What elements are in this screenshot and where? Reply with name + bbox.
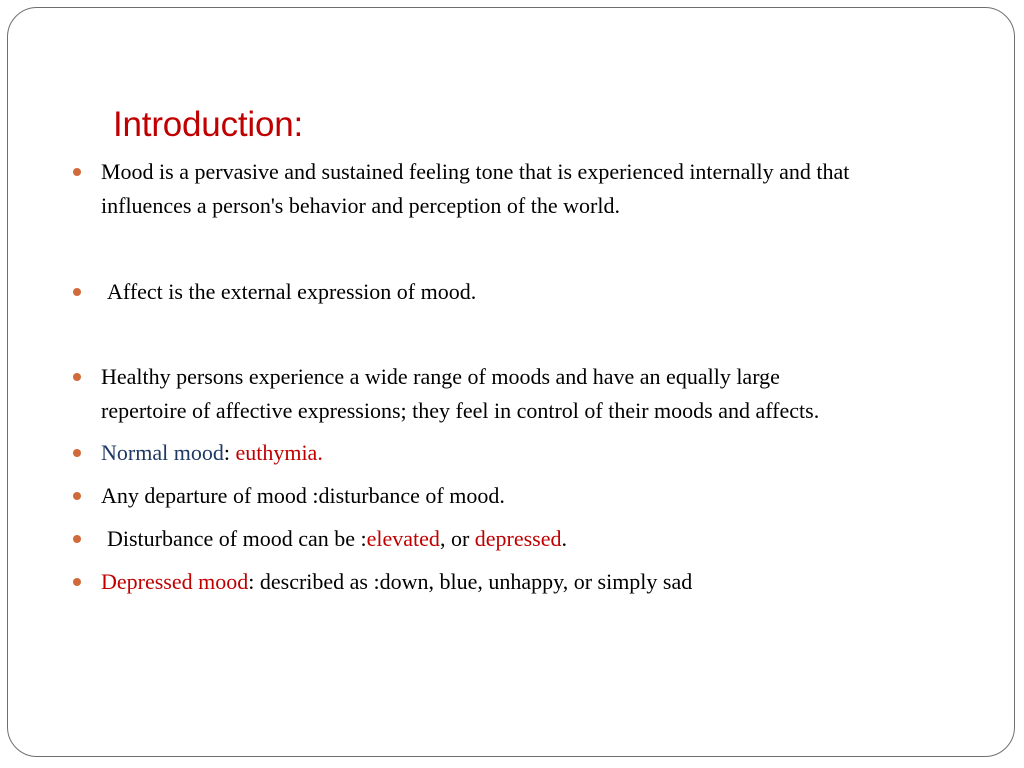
bullet-line: Affect is the external expression of mood.	[107, 279, 477, 304]
bullet-dot-icon	[73, 535, 81, 543]
term-depressed-mood: Depressed mood	[101, 569, 249, 594]
bullet-line	[107, 522, 987, 556]
bullet-line: Any departure of mood :disturbance of mood.	[101, 483, 505, 508]
text-prefix: Disturbance of mood can be :	[107, 526, 367, 551]
bullet-line	[101, 565, 981, 599]
bullet-line	[101, 436, 981, 470]
bullet-line: repertoire of affective expressions; they feel in control of their moods and affects.	[101, 398, 820, 423]
bullet-line: Mood is a pervasive and sustained feeling tone that is experienced internally and that	[101, 159, 850, 184]
bullet-dot-icon	[73, 373, 81, 381]
separator: :	[223, 440, 236, 465]
term-elevated: elevated	[366, 526, 440, 551]
text-end: .	[561, 526, 568, 551]
bullet-dot-icon	[73, 168, 81, 176]
slide-title: Introduction:	[113, 105, 304, 144]
term-normal-mood: Normal mood	[101, 440, 224, 465]
term-euthymia: euthymia.	[235, 440, 323, 465]
bullet-dot-icon	[73, 288, 81, 296]
bullet-line: Healthy persons experience a wide range of moods and have an equally large	[101, 364, 780, 389]
text-description: : described as :down, blue, unhappy, or simply sad	[248, 569, 693, 594]
bullet-dot-icon	[73, 492, 81, 500]
term-depressed: depressed	[474, 526, 562, 551]
bullet-dot-icon	[73, 449, 81, 457]
text-connector: , or	[439, 526, 475, 551]
bullet-line: influences a person's behavior and perception of the world.	[101, 193, 620, 218]
bullet-dot-icon	[73, 578, 81, 586]
